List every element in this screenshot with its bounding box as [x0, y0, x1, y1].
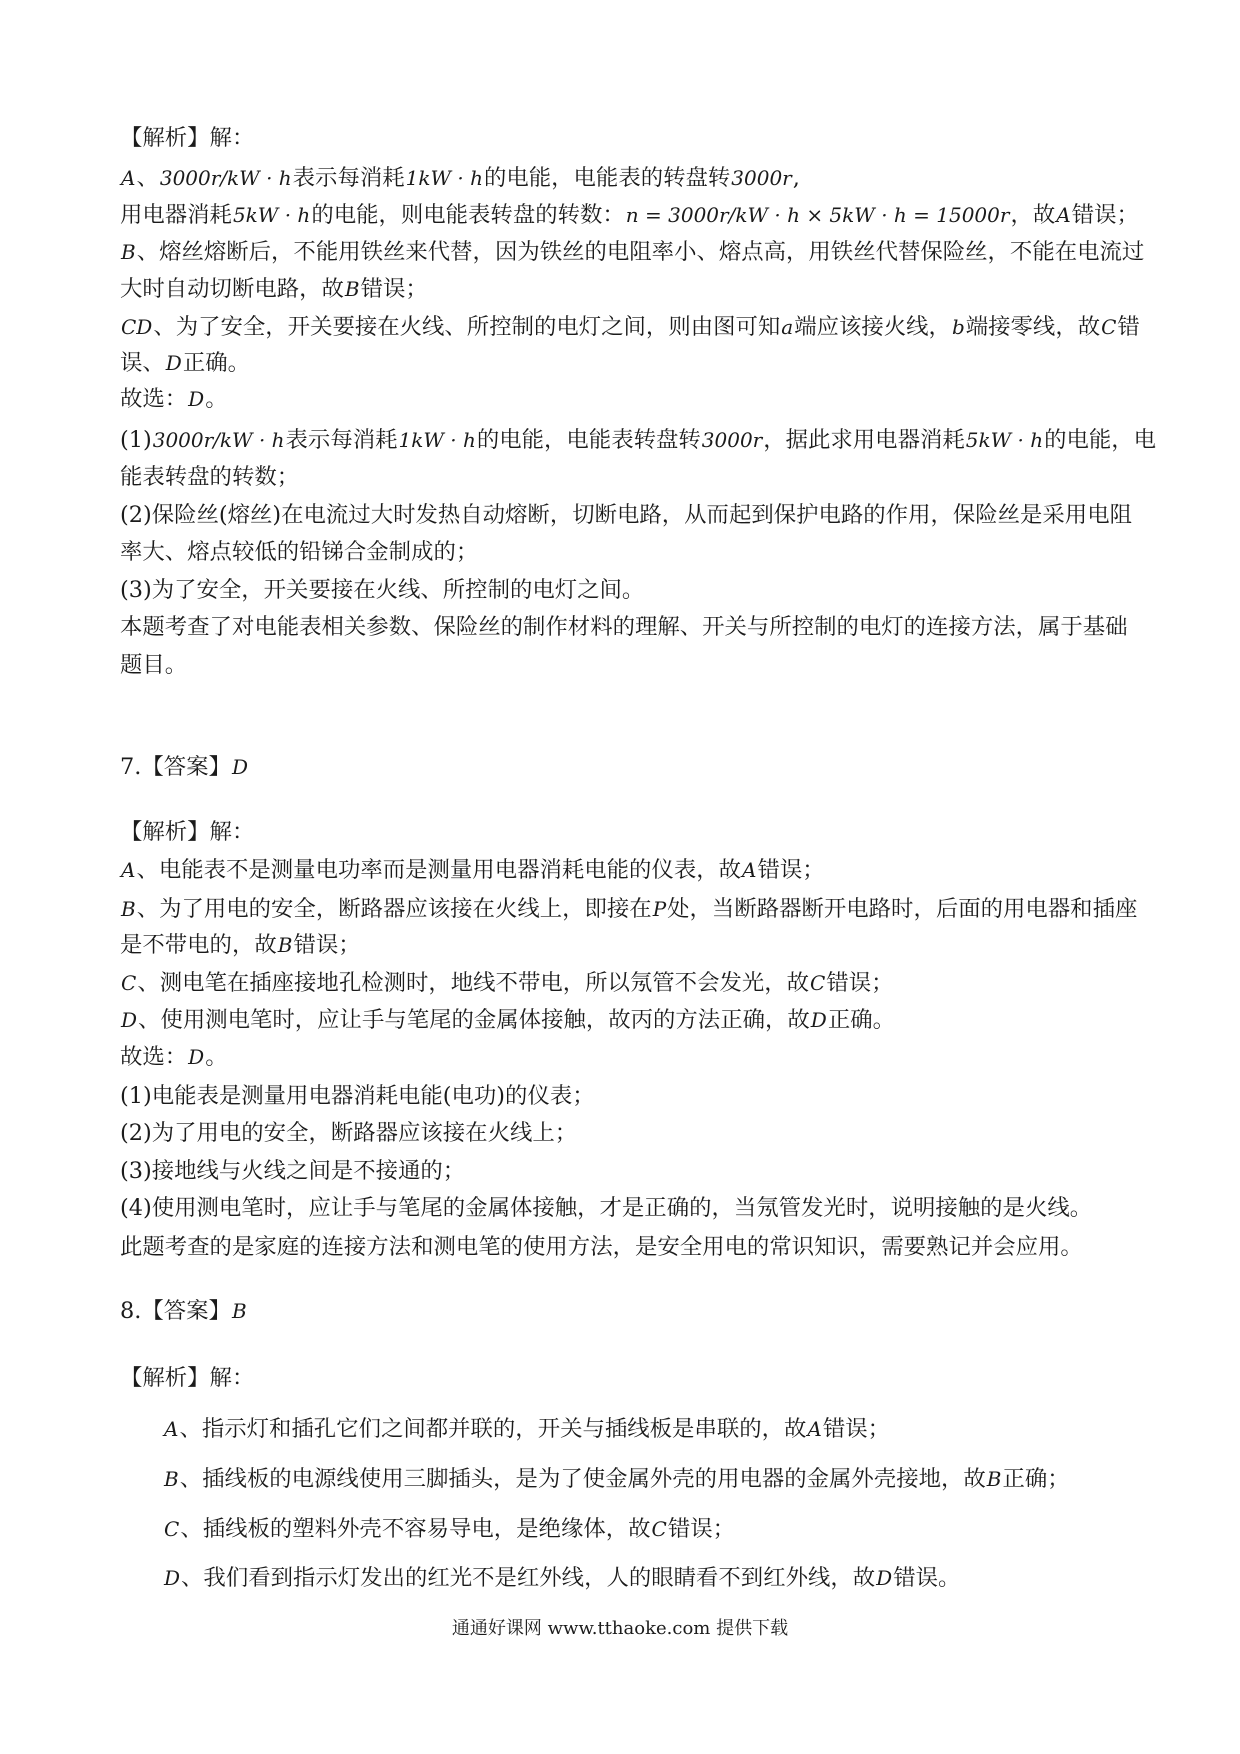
text-run: 是不带电的，故 — [120, 932, 277, 958]
text-run: 错误； — [826, 970, 894, 996]
math-symbol: C — [121, 971, 137, 995]
explanation-option-b-cont — [120, 273, 428, 305]
text-run: 能表转盘的转数； — [120, 464, 300, 490]
summary-point-1 — [120, 424, 1156, 456]
text-run: 、插线板的塑料外壳不容易导电，是绝缘体，故 — [180, 1516, 651, 1542]
text-run: 正确； — [1002, 1466, 1070, 1492]
text-run: 错误； — [667, 1516, 735, 1542]
text-run: 、测电笔在插座接地孔检测时，地线不带电，所以氖管不会发光，故 — [137, 970, 810, 996]
text-run: 此题考查的是家庭的连接方法和测电笔的使用方法，是安全用电的常识知识，需要熟记并会应用。 — [120, 1234, 1083, 1260]
text-run: 。 — [205, 386, 228, 412]
text-run: (3)接地线与火线之间是不接通的； — [120, 1158, 466, 1184]
explanation-option-c — [120, 967, 894, 999]
explanation-option-b — [120, 236, 1144, 268]
text-run: 的电能，电 — [1044, 427, 1157, 453]
math-symbol: C — [164, 1517, 180, 1541]
math-symbol: B — [164, 1467, 179, 1491]
text-run: 故选： — [120, 386, 188, 412]
text-run: 、指示灯和插孔它们之间都并联的，开关与插线板是串联的，故 — [179, 1416, 807, 1442]
math-symbol: A — [121, 166, 136, 190]
text-run: 故选： — [120, 1044, 188, 1070]
summary-point-1 — [120, 1080, 595, 1112]
q8-answer — [120, 1295, 248, 1327]
text-run: 正确。 — [827, 1007, 895, 1033]
math-symbol: D — [165, 351, 182, 375]
text-run: 端应该接火线， — [794, 314, 951, 340]
text-run: 、电能表不是测量电功率而是测量用电器消耗电能的仪表，故 — [136, 857, 741, 883]
explanation-option-cd-cont — [120, 347, 250, 379]
text-run: , — [792, 165, 800, 191]
text-run: 、 — [136, 165, 159, 191]
page-footer: 通通好课网 www.tthaoke.com 提供下载 — [451, 1618, 789, 1639]
math-symbol: A — [121, 858, 136, 882]
text-run: 的电能，电能表的转盘转 — [483, 165, 731, 191]
text-run: 、我们看到指示灯发出的红光不是红外线，人的眼睛看不到红外线，故 — [181, 1565, 876, 1591]
text-run: 【解析】解： — [120, 819, 255, 845]
text-run: (3)为了安全，开关要接在火线、所控制的电灯之间。 — [120, 577, 645, 603]
explanation-option-b-cont — [120, 929, 361, 961]
text-run: 、熔丝熔断后，不能用铁丝来代替，因为铁丝的电阻率小、熔点高，用铁丝代替保险丝，不能在电流过 — [136, 239, 1145, 265]
text-run: 错误； — [822, 1416, 891, 1442]
math-symbol: 3000r — [701, 428, 763, 452]
choice-conclusion — [120, 383, 228, 415]
analysis-heading — [120, 1362, 254, 1394]
math-symbol: 3000r/kW · h — [152, 428, 285, 452]
math-symbol: 3000r — [731, 166, 792, 190]
explanation-option-a — [120, 162, 800, 194]
text-run: 错误； — [757, 857, 825, 883]
explanation-option-b — [163, 1463, 1070, 1495]
text-run: 端接零线，故 — [965, 314, 1101, 340]
review-comment — [120, 611, 1128, 643]
summary-point-2-cont — [120, 536, 478, 568]
explanation-option-b — [120, 893, 1137, 925]
text-run: 表示每消耗 — [292, 165, 405, 191]
text-run: 题目。 — [120, 652, 188, 678]
q7-answer — [120, 751, 249, 783]
text-run: 本题考查了对电能表相关参数、保险丝的制作材料的理解、开关与所控制的电灯的连接方法，属于基础 — [120, 614, 1128, 640]
math-formula: n = 3000r/kW · h × 5kW · h = 15000r — [625, 203, 1010, 227]
explanation-option-c — [163, 1513, 735, 1545]
text-run: 的电能，则电能表转盘的转数： — [311, 202, 625, 228]
text-run: (1)电能表是测量用电器消耗电能(电功)的仪表； — [120, 1083, 595, 1109]
explanation-option-a — [120, 854, 825, 886]
math-symbol: B — [121, 897, 136, 921]
answer-value: B — [231, 1299, 247, 1323]
math-symbol: a — [781, 315, 794, 339]
math-symbol: B — [344, 277, 360, 301]
math-symbol: 5kW · h — [965, 428, 1044, 452]
text-run: (2)保险丝(熔丝)在电流过大时发热自动熔断，切断电路，从而起到保护电路的作用，保险丝是采用电阻 — [120, 502, 1132, 528]
math-symbol: C — [651, 1517, 667, 1541]
choice-conclusion — [120, 1041, 228, 1073]
math-symbol: D — [164, 1566, 181, 1590]
summary-point-4 — [120, 1192, 1092, 1224]
text-run: ，据此求用电器消耗 — [763, 427, 965, 453]
text-run: 【解析】解： — [120, 125, 255, 151]
math-symbol: D — [188, 1045, 205, 1069]
math-symbol: C — [1101, 315, 1117, 339]
explanation-option-d — [163, 1562, 960, 1594]
summary-point-2 — [120, 499, 1132, 531]
math-symbol: D — [121, 1008, 138, 1032]
text-run: 正确。 — [182, 350, 250, 376]
text-run: 表示每消耗 — [285, 427, 398, 453]
math-symbol: A — [742, 858, 757, 882]
math-symbol: CD — [121, 315, 153, 339]
math-symbol: B — [121, 240, 136, 264]
text-run: 错误。 — [893, 1565, 961, 1591]
text-run: 大时自动切断电路，故 — [120, 276, 344, 302]
text-run: 处，当断路器断开电路时，后面的用电器和插座 — [667, 896, 1138, 922]
math-symbol: D — [810, 1008, 827, 1032]
math-symbol: A — [807, 1417, 822, 1441]
text-run: (1) — [120, 427, 152, 453]
math-symbol: B — [277, 933, 293, 957]
review-comment — [120, 1231, 1083, 1263]
math-symbol: C — [810, 971, 826, 995]
answer-value: D — [231, 755, 248, 779]
explanation-option-a — [163, 1413, 890, 1445]
text-run: 率大、熔点较低的铅锑合金制成的； — [120, 539, 479, 565]
math-symbol: A — [164, 1417, 179, 1441]
text-run: 错误； — [360, 276, 428, 302]
text-run: 【解析】解： — [120, 1365, 255, 1391]
text-run: 错误； — [1071, 202, 1139, 228]
text-run: 错 — [1117, 314, 1140, 340]
analysis-heading — [120, 816, 254, 848]
math-symbol: 5kW · h — [232, 203, 311, 227]
text-run: (4)使用测电笔时，应让手与笔尾的金属体接触，才是正确的，当氖管发光时，说明接触的是火线。 — [120, 1195, 1093, 1221]
text-run: 用电器消耗 — [120, 202, 232, 228]
review-comment-cont — [120, 649, 187, 681]
text-run: ，故 — [1010, 202, 1056, 228]
text-run: 、为了安全，开关要接在火线、所控制的电灯之间，则由图可知 — [153, 314, 781, 340]
answer-label: 7.【答案】 — [120, 754, 231, 780]
text-run: 的电能，电能表转盘转 — [476, 427, 701, 453]
text-run: 误、 — [120, 350, 165, 376]
explanation-option-d — [120, 1004, 895, 1036]
text-run: 、使用测电笔时，应让手与笔尾的金属体接触，故丙的方法正确，故 — [138, 1007, 810, 1033]
math-symbol: D — [876, 1566, 893, 1590]
explanation-option-cd — [120, 311, 1140, 343]
math-symbol: B — [986, 1467, 1002, 1491]
explanation-option-a-cont — [120, 199, 1139, 231]
math-symbol: 3000r/kW · h — [159, 166, 292, 190]
text-run: (2)为了用电的安全，断路器应该接在火线上； — [120, 1120, 578, 1146]
math-symbol: 1kW · h — [398, 428, 476, 452]
math-symbol: P — [652, 897, 667, 921]
summary-point-3 — [120, 574, 644, 606]
text-run: 、为了用电的安全，断路器应该接在火线上，即接在 — [136, 896, 652, 922]
text-run: 错误； — [293, 932, 361, 958]
summary-point-3 — [120, 1155, 465, 1187]
text-run: 。 — [205, 1044, 228, 1070]
math-symbol: A — [1056, 203, 1071, 227]
math-symbol: b — [951, 315, 965, 339]
summary-point-2 — [120, 1117, 577, 1149]
answer-label: 8.【答案】 — [120, 1298, 231, 1324]
summary-point-1-cont — [120, 461, 299, 493]
analysis-heading — [120, 122, 254, 154]
math-symbol: 1kW · h — [405, 166, 483, 190]
text-run: 、插线板的电源线使用三脚插头，是为了使金属外壳的用电器的金属外壳接地，故 — [179, 1466, 986, 1492]
math-symbol: D — [188, 387, 205, 411]
